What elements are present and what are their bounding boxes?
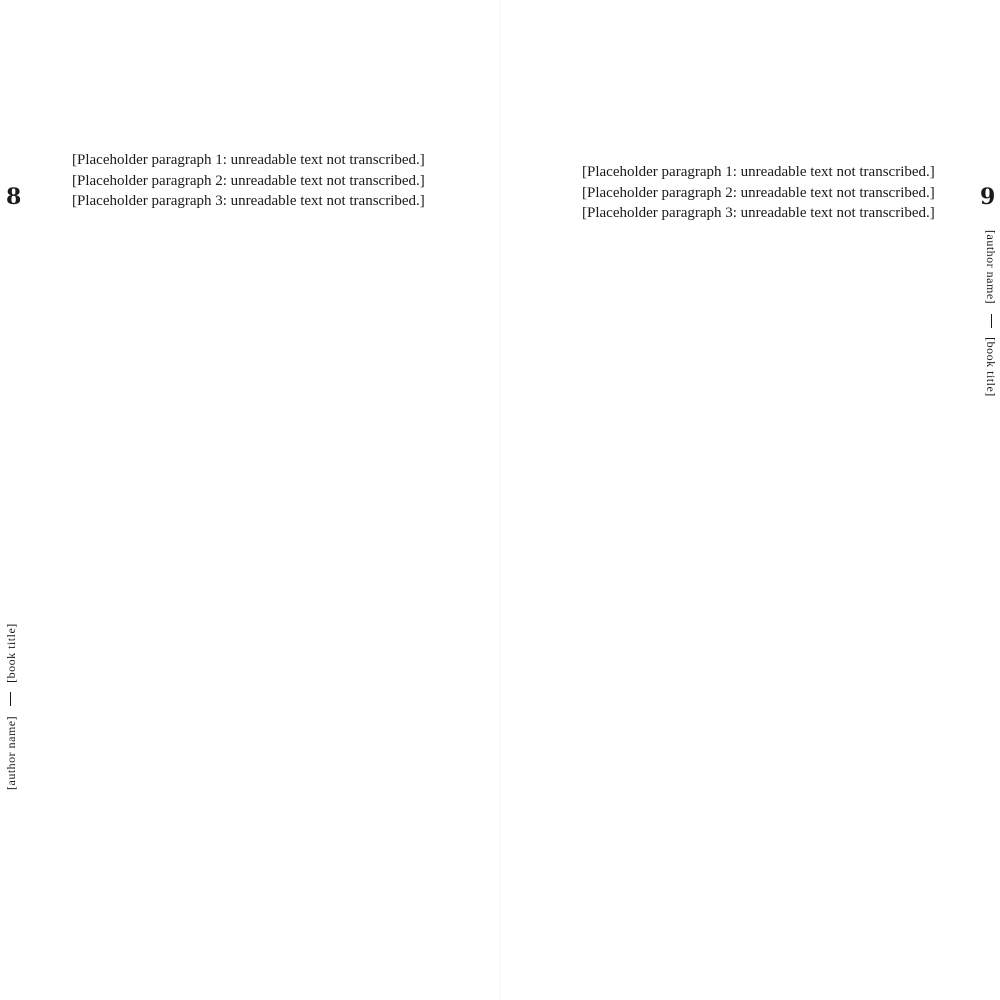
running-head-left-author: [author name] bbox=[4, 715, 18, 790]
running-head-right-author: [author name] bbox=[984, 230, 998, 305]
running-head-right-title: [book title] bbox=[984, 337, 998, 397]
gutter-shadow bbox=[499, 0, 501, 1000]
running-head-left-title: [book title] bbox=[4, 623, 18, 683]
page-number-left: 8 bbox=[6, 184, 22, 210]
running-head-right-divider bbox=[991, 314, 992, 328]
paragraph: [Placeholder paragraph 1: unreadable text not transcribed.] bbox=[582, 164, 935, 180]
paragraph: [Placeholder paragraph 3: unreadable text not transcribed.] bbox=[72, 193, 425, 209]
paragraph: [Placeholder paragraph 1: unreadable text not transcribed.] bbox=[72, 152, 425, 168]
running-head-right bbox=[978, 230, 998, 790]
paragraph: [Placeholder paragraph 2: unreadable text not transcribed.] bbox=[72, 172, 425, 189]
running-head-left bbox=[4, 230, 24, 790]
right-page-text bbox=[558, 162, 952, 862]
left-page-text bbox=[48, 150, 442, 850]
paragraph: [Placeholder paragraph 2: unreadable text not transcribed.] bbox=[582, 184, 935, 201]
page-number-right: 9 bbox=[980, 184, 996, 210]
running-head-left-divider bbox=[11, 692, 12, 706]
paragraph: [Placeholder paragraph 3: unreadable text not transcribed.] bbox=[582, 205, 935, 221]
